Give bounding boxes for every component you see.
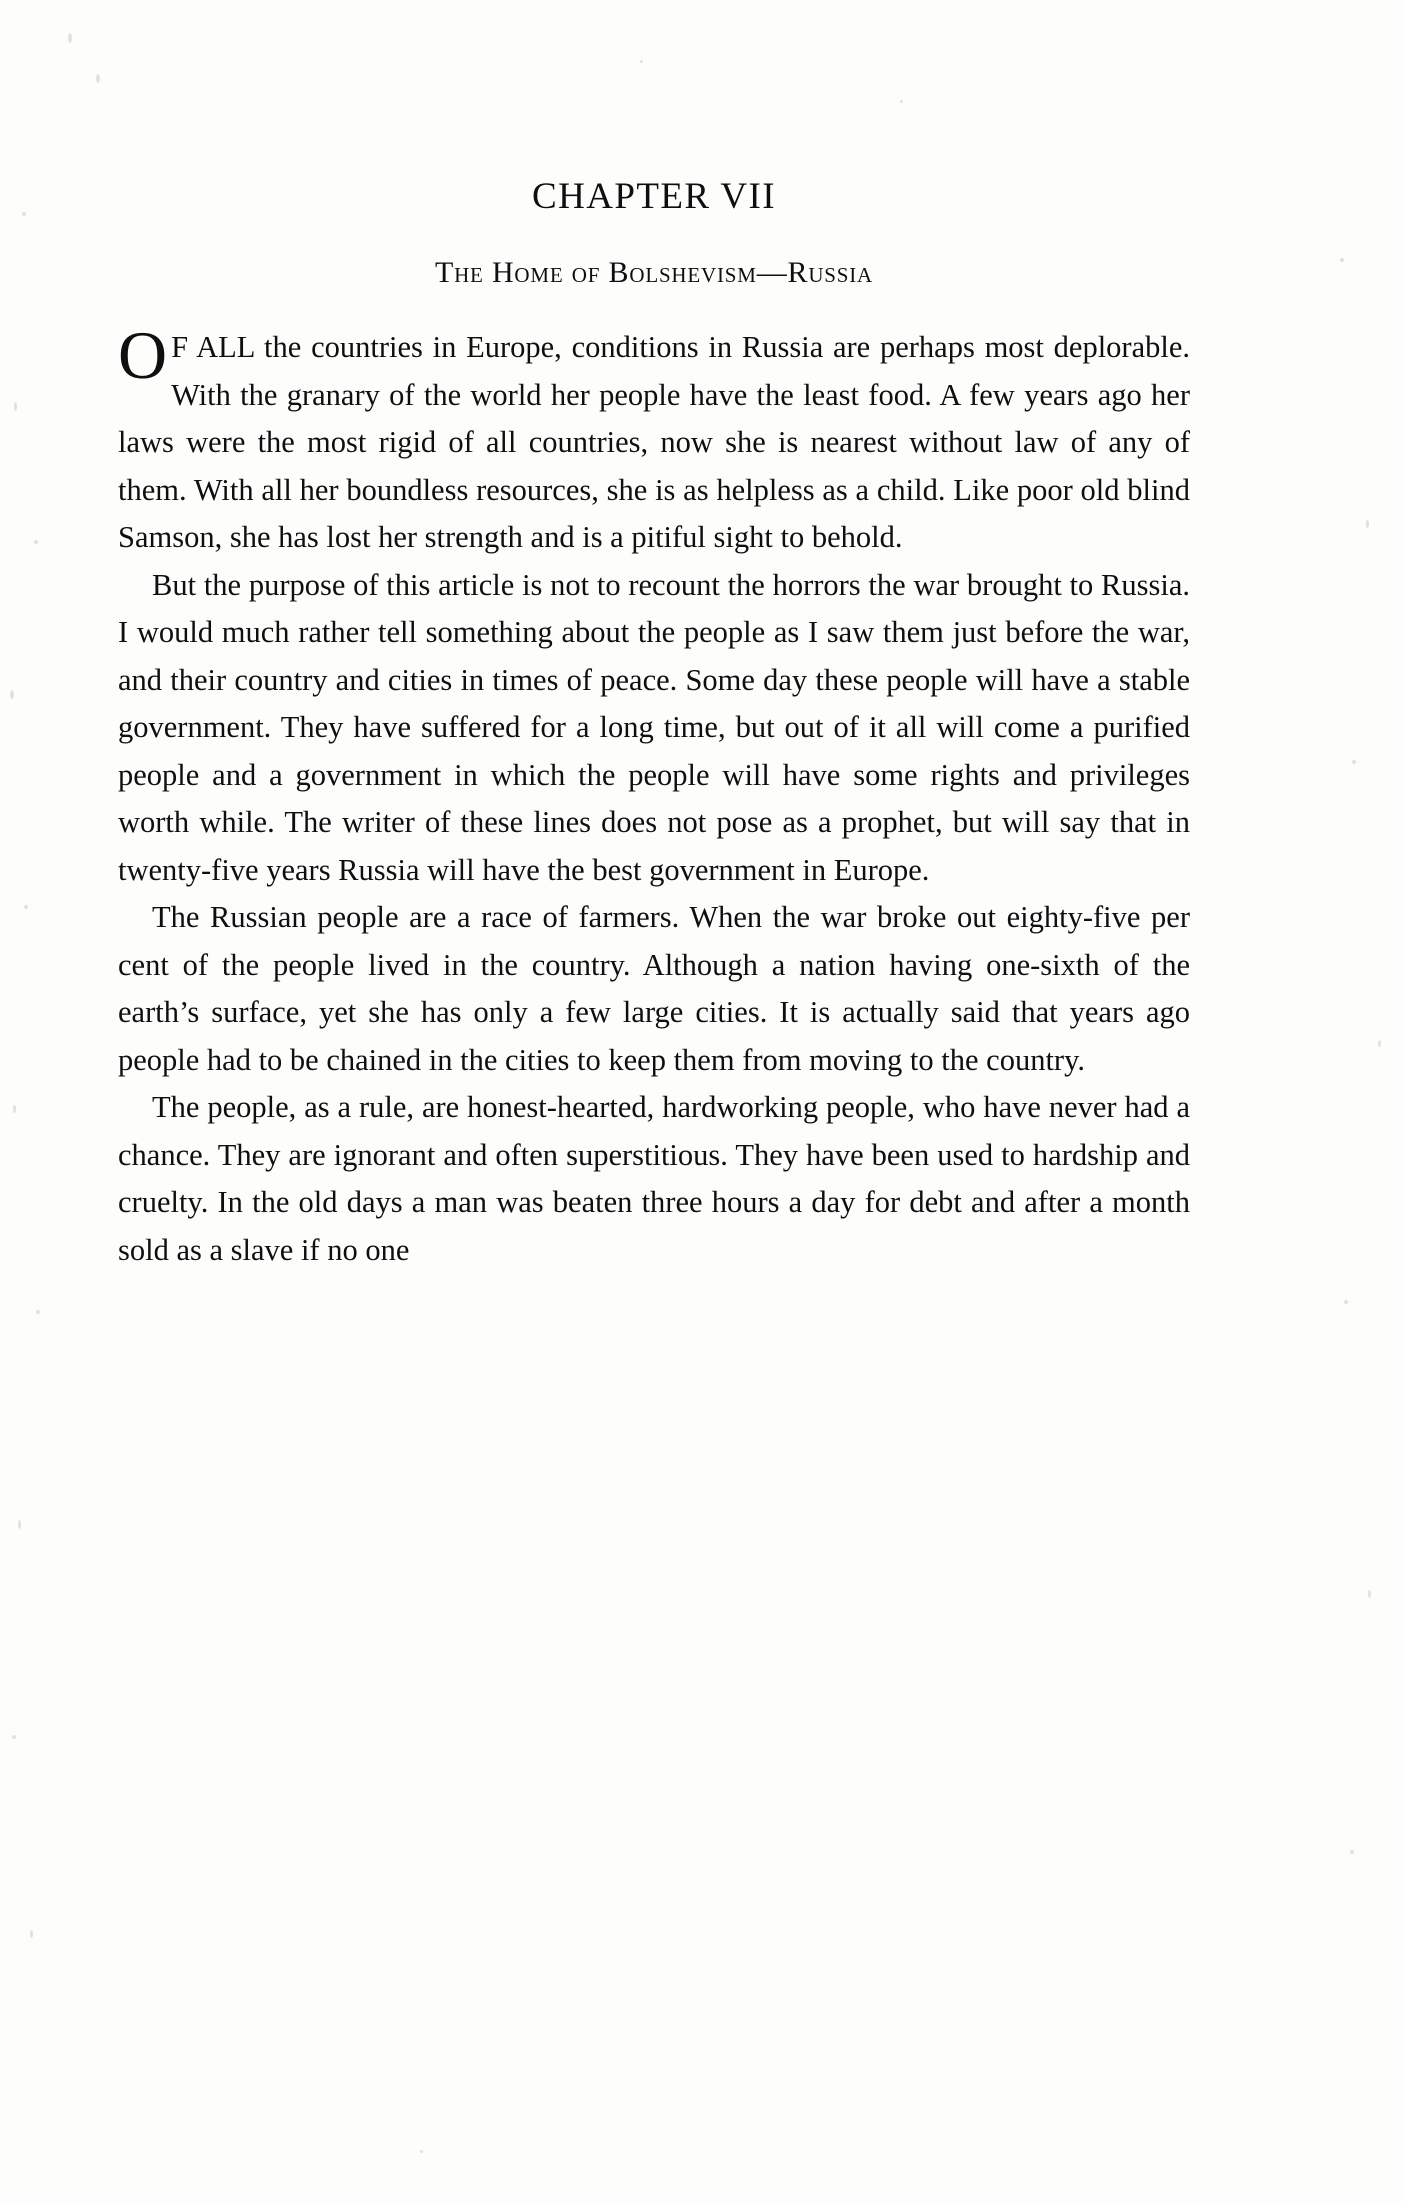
paragraph-1: [118, 317, 1190, 562]
paragraph-4: The people, as a rule, are honest-hearted, hardworking people, who have never had a chance. They are ignorant and often superstitious. They have been used to hardship and cruelty. In the old days a man was beaten three hours a day for debt and after a month sold as a slave if no one: [118, 1090, 1190, 1267]
page-content: [118, 0, 1190, 1274]
paragraph-2: But the purpose of this article is not to recount the horrors the war brought to Russia. I would much rather tell something about the people as I saw them just before the war, and their country and cities in times of peace. Some day these people will have a stable government. They have suffered for a long time, but out of it all will come a purified people and a government in which the people will have some rights and privileges worth while. The writer of these lines does not pose as a prophet, but will say that in twenty-five years Russia will have the best government in Europe.: [118, 567, 1190, 887]
chapter-number: CHAPTER VII: [532, 176, 776, 217]
body-text: [118, 317, 1190, 1274]
drop-cap: O: [118, 317, 168, 393]
paragraph-1-text: F ALL the countries in Europe, conditions in Russia are perhaps most deplorable. With the granary of the world her people have the least food. A few years ago her laws were the most rigid of all countries, now she is nearest without law of any of them. With all her boundless resources, she is as helpless as a child. Like poor old blind Samson, she has lost her strength and is a pitiful sight to behold.: [118, 330, 1190, 554]
chapter-title: The Home of Bolshevism—Russia: [434, 256, 874, 289]
paragraph-3: The Russian people are a race of farmers. When the war broke out eighty-five per cent of the people lived in the country. Although a nation having one-sixth of the earth’s surface, yet she has only a few large cities. It is actually said that years ago people had to be chained in the cities to keep them from moving to the country.: [118, 900, 1190, 1077]
